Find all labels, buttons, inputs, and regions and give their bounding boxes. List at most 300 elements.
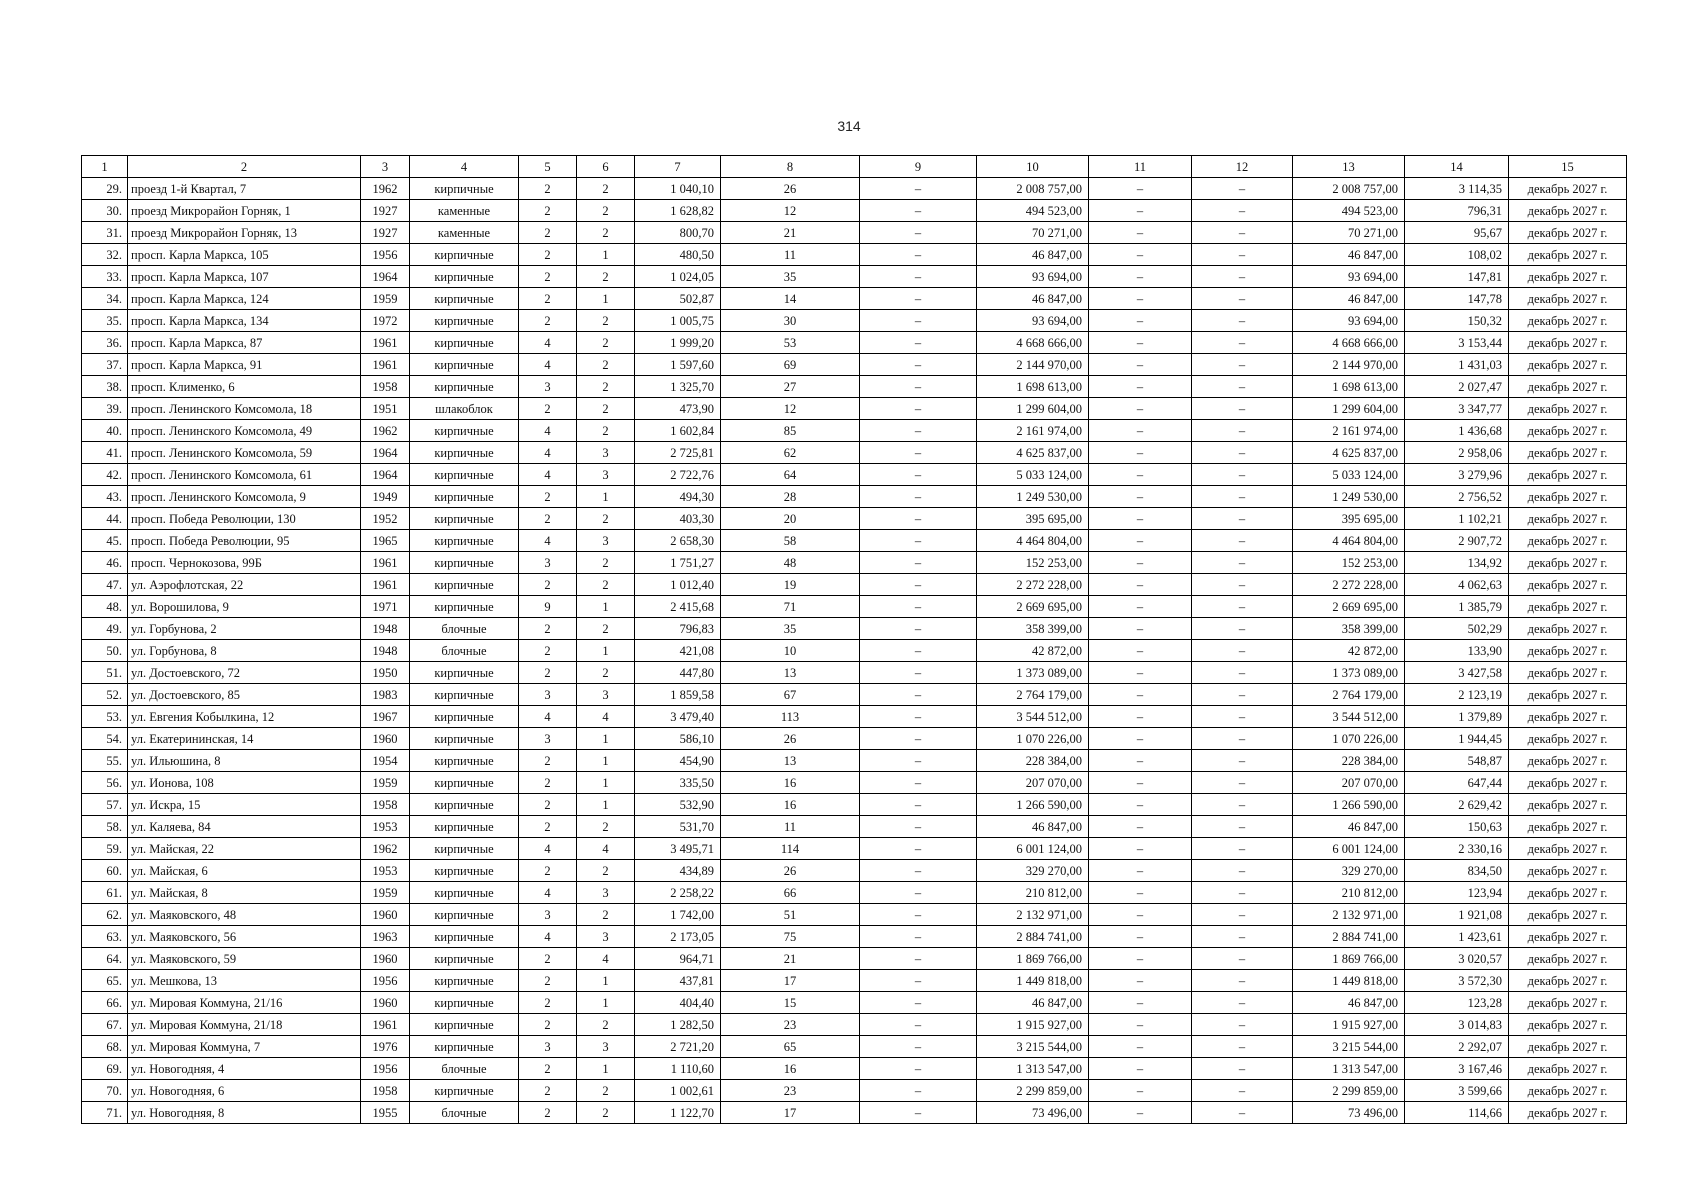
- residents-cell: 85: [721, 420, 860, 442]
- year-built-cell: 1972: [361, 310, 410, 332]
- col-12-value-cell: –: [1192, 706, 1293, 728]
- address-cell: проезд Микрорайон Горняк, 13: [128, 222, 361, 244]
- floors-cell: 3: [519, 728, 577, 750]
- col-9-value-cell: –: [860, 970, 977, 992]
- col-14-cost-per-m2-cell: 1 431,03: [1405, 354, 1509, 376]
- col-9-value-cell: –: [860, 706, 977, 728]
- total-area-cell: 532,90: [635, 794, 721, 816]
- column-header: 3: [361, 156, 410, 178]
- entrances-cell: 1: [577, 640, 635, 662]
- year-built-cell: 1948: [361, 640, 410, 662]
- total-area-cell: 494,30: [635, 486, 721, 508]
- address-cell: ул. Майская, 6: [128, 860, 361, 882]
- address-cell: просп. Карла Маркса, 124: [128, 288, 361, 310]
- floors-cell: 2: [519, 288, 577, 310]
- year-built-cell: 1950: [361, 662, 410, 684]
- col-14-cost-per-m2-cell: 1 385,79: [1405, 596, 1509, 618]
- total-area-cell: 1 999,20: [635, 332, 721, 354]
- row-number-cell: 64.: [82, 948, 128, 970]
- col-13-cost-cell: 46 847,00: [1293, 288, 1405, 310]
- entrances-cell: 1: [577, 970, 635, 992]
- col-13-cost-cell: 4 668 666,00: [1293, 332, 1405, 354]
- col-10-cost-cell: 46 847,00: [977, 288, 1089, 310]
- col-14-cost-per-m2-cell: 1 423,61: [1405, 926, 1509, 948]
- address-cell: просп. Победа Революции, 130: [128, 508, 361, 530]
- completion-date-cell: декабрь 2027 г.: [1509, 640, 1627, 662]
- year-built-cell: 1961: [361, 354, 410, 376]
- table-row: [82, 376, 1627, 398]
- col-14-cost-per-m2-cell: 3 167,46: [1405, 1058, 1509, 1080]
- row-number-cell: 29.: [82, 178, 128, 200]
- completion-date-cell: декабрь 2027 г.: [1509, 816, 1627, 838]
- col-13-cost-cell: 395 695,00: [1293, 508, 1405, 530]
- row-number-cell: 38.: [82, 376, 128, 398]
- col-11-value-cell: –: [1089, 266, 1192, 288]
- wall-material-cell: кирпичные: [410, 552, 519, 574]
- col-14-cost-per-m2-cell: 3 347,77: [1405, 398, 1509, 420]
- col-12-value-cell: –: [1192, 684, 1293, 706]
- entrances-cell: 3: [577, 442, 635, 464]
- address-cell: ул. Мировая Коммуна, 7: [128, 1036, 361, 1058]
- year-built-cell: 1964: [361, 266, 410, 288]
- col-10-cost-cell: 46 847,00: [977, 244, 1089, 266]
- col-11-value-cell: –: [1089, 948, 1192, 970]
- col-10-cost-cell: 2 272 228,00: [977, 574, 1089, 596]
- row-number-cell: 67.: [82, 1014, 128, 1036]
- total-area-cell: 1 122,70: [635, 1102, 721, 1124]
- row-number-cell: 43.: [82, 486, 128, 508]
- col-9-value-cell: –: [860, 728, 977, 750]
- col-12-value-cell: –: [1192, 1080, 1293, 1102]
- residents-cell: 75: [721, 926, 860, 948]
- address-cell: просп. Победа Революции, 95: [128, 530, 361, 552]
- year-built-cell: 1962: [361, 838, 410, 860]
- entrances-cell: 3: [577, 464, 635, 486]
- wall-material-cell: кирпичные: [410, 178, 519, 200]
- row-number-cell: 30.: [82, 200, 128, 222]
- completion-date-cell: декабрь 2027 г.: [1509, 618, 1627, 640]
- wall-material-cell: кирпичные: [410, 838, 519, 860]
- residents-cell: 20: [721, 508, 860, 530]
- col-9-value-cell: –: [860, 420, 977, 442]
- entrances-cell: 2: [577, 1102, 635, 1124]
- col-11-value-cell: –: [1089, 574, 1192, 596]
- row-number-cell: 57.: [82, 794, 128, 816]
- column-header: 10: [977, 156, 1089, 178]
- col-14-cost-per-m2-cell: 4 062,63: [1405, 574, 1509, 596]
- entrances-cell: 1: [577, 794, 635, 816]
- entrances-cell: 1: [577, 772, 635, 794]
- total-area-cell: 796,83: [635, 618, 721, 640]
- col-11-value-cell: –: [1089, 200, 1192, 222]
- entrances-cell: 2: [577, 508, 635, 530]
- address-cell: ул. Ильюшина, 8: [128, 750, 361, 772]
- address-cell: ул. Майская, 22: [128, 838, 361, 860]
- col-9-value-cell: –: [860, 222, 977, 244]
- residents-cell: 114: [721, 838, 860, 860]
- address-cell: ул. Мировая Коммуна, 21/18: [128, 1014, 361, 1036]
- col-10-cost-cell: 93 694,00: [977, 310, 1089, 332]
- floors-cell: 3: [519, 376, 577, 398]
- residents-cell: 66: [721, 882, 860, 904]
- col-12-value-cell: –: [1192, 640, 1293, 662]
- residents-cell: 23: [721, 1080, 860, 1102]
- table-row: [82, 288, 1627, 310]
- entrances-cell: 2: [577, 200, 635, 222]
- row-number-cell: 33.: [82, 266, 128, 288]
- col-13-cost-cell: 2 008 757,00: [1293, 178, 1405, 200]
- wall-material-cell: кирпичные: [410, 816, 519, 838]
- address-cell: ул. Ворошилова, 9: [128, 596, 361, 618]
- total-area-cell: 1 005,75: [635, 310, 721, 332]
- col-12-value-cell: –: [1192, 948, 1293, 970]
- completion-date-cell: декабрь 2027 г.: [1509, 332, 1627, 354]
- col-12-value-cell: –: [1192, 200, 1293, 222]
- year-built-cell: 1964: [361, 442, 410, 464]
- total-area-cell: 1 751,27: [635, 552, 721, 574]
- completion-date-cell: декабрь 2027 г.: [1509, 310, 1627, 332]
- col-10-cost-cell: 5 033 124,00: [977, 464, 1089, 486]
- table-row: [82, 860, 1627, 882]
- col-11-value-cell: –: [1089, 706, 1192, 728]
- col-14-cost-per-m2-cell: 1 379,89: [1405, 706, 1509, 728]
- residents-cell: 15: [721, 992, 860, 1014]
- wall-material-cell: кирпичные: [410, 750, 519, 772]
- col-11-value-cell: –: [1089, 486, 1192, 508]
- col-13-cost-cell: 329 270,00: [1293, 860, 1405, 882]
- col-11-value-cell: –: [1089, 376, 1192, 398]
- entrances-cell: 2: [577, 310, 635, 332]
- wall-material-cell: кирпичные: [410, 508, 519, 530]
- col-14-cost-per-m2-cell: 150,32: [1405, 310, 1509, 332]
- entrances-cell: 2: [577, 662, 635, 684]
- total-area-cell: 1 859,58: [635, 684, 721, 706]
- col-14-cost-per-m2-cell: 3 114,35: [1405, 178, 1509, 200]
- col-13-cost-cell: 93 694,00: [1293, 310, 1405, 332]
- floors-cell: 9: [519, 596, 577, 618]
- table-row: [82, 1014, 1627, 1036]
- col-14-cost-per-m2-cell: 2 629,42: [1405, 794, 1509, 816]
- row-number-cell: 55.: [82, 750, 128, 772]
- entrances-cell: 2: [577, 420, 635, 442]
- completion-date-cell: декабрь 2027 г.: [1509, 750, 1627, 772]
- floors-cell: 2: [519, 178, 577, 200]
- floors-cell: 4: [519, 530, 577, 552]
- wall-material-cell: кирпичные: [410, 1014, 519, 1036]
- year-built-cell: 1962: [361, 178, 410, 200]
- col-14-cost-per-m2-cell: 2 027,47: [1405, 376, 1509, 398]
- col-14-cost-per-m2-cell: 1 944,45: [1405, 728, 1509, 750]
- entrances-cell: 1: [577, 750, 635, 772]
- row-number-cell: 50.: [82, 640, 128, 662]
- wall-material-cell: кирпичные: [410, 684, 519, 706]
- row-number-cell: 37.: [82, 354, 128, 376]
- col-9-value-cell: –: [860, 684, 977, 706]
- year-built-cell: 1927: [361, 200, 410, 222]
- col-10-cost-cell: 42 872,00: [977, 640, 1089, 662]
- address-cell: просп. Карла Маркса, 105: [128, 244, 361, 266]
- col-10-cost-cell: 3 544 512,00: [977, 706, 1089, 728]
- residents-cell: 11: [721, 816, 860, 838]
- row-number-cell: 60.: [82, 860, 128, 882]
- year-built-cell: 1958: [361, 376, 410, 398]
- completion-date-cell: декабрь 2027 г.: [1509, 772, 1627, 794]
- col-11-value-cell: –: [1089, 420, 1192, 442]
- entrances-cell: 2: [577, 1014, 635, 1036]
- row-number-cell: 56.: [82, 772, 128, 794]
- col-9-value-cell: –: [860, 1036, 977, 1058]
- year-built-cell: 1958: [361, 794, 410, 816]
- col-11-value-cell: –: [1089, 926, 1192, 948]
- wall-material-cell: кирпичные: [410, 860, 519, 882]
- residents-cell: 16: [721, 772, 860, 794]
- year-built-cell: 1963: [361, 926, 410, 948]
- table-row: [82, 640, 1627, 662]
- row-number-cell: 45.: [82, 530, 128, 552]
- col-12-value-cell: –: [1192, 574, 1293, 596]
- completion-date-cell: декабрь 2027 г.: [1509, 926, 1627, 948]
- col-13-cost-cell: 494 523,00: [1293, 200, 1405, 222]
- col-13-cost-cell: 1 249 530,00: [1293, 486, 1405, 508]
- total-area-cell: 2 415,68: [635, 596, 721, 618]
- residents-cell: 58: [721, 530, 860, 552]
- column-header: 2: [128, 156, 361, 178]
- floors-cell: 2: [519, 222, 577, 244]
- col-12-value-cell: –: [1192, 178, 1293, 200]
- col-9-value-cell: –: [860, 904, 977, 926]
- wall-material-cell: кирпичные: [410, 728, 519, 750]
- year-built-cell: 1954: [361, 750, 410, 772]
- col-9-value-cell: –: [860, 310, 977, 332]
- completion-date-cell: декабрь 2027 г.: [1509, 376, 1627, 398]
- col-11-value-cell: –: [1089, 618, 1192, 640]
- wall-material-cell: кирпичные: [410, 992, 519, 1014]
- col-12-value-cell: –: [1192, 662, 1293, 684]
- col-10-cost-cell: 395 695,00: [977, 508, 1089, 530]
- col-12-value-cell: –: [1192, 508, 1293, 530]
- col-9-value-cell: –: [860, 442, 977, 464]
- residents-cell: 11: [721, 244, 860, 266]
- residents-cell: 51: [721, 904, 860, 926]
- row-number-cell: 66.: [82, 992, 128, 1014]
- completion-date-cell: декабрь 2027 г.: [1509, 596, 1627, 618]
- residents-cell: 62: [721, 442, 860, 464]
- floors-cell: 4: [519, 882, 577, 904]
- year-built-cell: 1962: [361, 420, 410, 442]
- col-12-value-cell: –: [1192, 266, 1293, 288]
- year-built-cell: 1960: [361, 904, 410, 926]
- total-area-cell: 1 024,05: [635, 266, 721, 288]
- col-9-value-cell: –: [860, 200, 977, 222]
- col-12-value-cell: –: [1192, 772, 1293, 794]
- col-12-value-cell: –: [1192, 398, 1293, 420]
- col-10-cost-cell: 207 070,00: [977, 772, 1089, 794]
- table-row: [82, 222, 1627, 244]
- col-12-value-cell: –: [1192, 354, 1293, 376]
- wall-material-cell: кирпичные: [410, 486, 519, 508]
- page-number: 314: [837, 118, 861, 134]
- wall-material-cell: кирпичные: [410, 596, 519, 618]
- year-built-cell: 1961: [361, 552, 410, 574]
- column-header: 8: [721, 156, 860, 178]
- address-cell: просп. Карла Маркса, 87: [128, 332, 361, 354]
- col-10-cost-cell: 228 384,00: [977, 750, 1089, 772]
- row-number-cell: 46.: [82, 552, 128, 574]
- col-13-cost-cell: 1 373 089,00: [1293, 662, 1405, 684]
- entrances-cell: 1: [577, 728, 635, 750]
- col-11-value-cell: –: [1089, 640, 1192, 662]
- col-13-cost-cell: 3 544 512,00: [1293, 706, 1405, 728]
- register-body: [82, 178, 1627, 1124]
- total-area-cell: 1 602,84: [635, 420, 721, 442]
- total-area-cell: 454,90: [635, 750, 721, 772]
- total-area-cell: 1 040,10: [635, 178, 721, 200]
- address-cell: ул. Новогодняя, 6: [128, 1080, 361, 1102]
- col-9-value-cell: –: [860, 882, 977, 904]
- total-area-cell: 586,10: [635, 728, 721, 750]
- table-row: [82, 618, 1627, 640]
- year-built-cell: 1952: [361, 508, 410, 530]
- col-9-value-cell: –: [860, 1080, 977, 1102]
- entrances-cell: 1: [577, 288, 635, 310]
- col-11-value-cell: –: [1089, 288, 1192, 310]
- wall-material-cell: кирпичные: [410, 574, 519, 596]
- total-area-cell: 964,71: [635, 948, 721, 970]
- col-10-cost-cell: 2 161 974,00: [977, 420, 1089, 442]
- col-11-value-cell: –: [1089, 310, 1192, 332]
- year-built-cell: 1956: [361, 1058, 410, 1080]
- row-number-cell: 47.: [82, 574, 128, 596]
- col-9-value-cell: –: [860, 244, 977, 266]
- year-built-cell: 1953: [361, 860, 410, 882]
- col-9-value-cell: –: [860, 508, 977, 530]
- wall-material-cell: каменные: [410, 222, 519, 244]
- col-11-value-cell: –: [1089, 1102, 1192, 1124]
- residents-cell: 28: [721, 486, 860, 508]
- table-row: [82, 464, 1627, 486]
- floors-cell: 4: [519, 464, 577, 486]
- residents-cell: 64: [721, 464, 860, 486]
- floors-cell: 2: [519, 794, 577, 816]
- col-13-cost-cell: 2 161 974,00: [1293, 420, 1405, 442]
- wall-material-cell: блочные: [410, 1058, 519, 1080]
- col-11-value-cell: –: [1089, 244, 1192, 266]
- col-10-cost-cell: 2 144 970,00: [977, 354, 1089, 376]
- address-cell: просп. Чернокозова, 99Б: [128, 552, 361, 574]
- total-area-cell: 2 173,05: [635, 926, 721, 948]
- table-row: [82, 992, 1627, 1014]
- col-9-value-cell: –: [860, 464, 977, 486]
- column-header: 11: [1089, 156, 1192, 178]
- year-built-cell: 1960: [361, 728, 410, 750]
- table-row: [82, 486, 1627, 508]
- col-14-cost-per-m2-cell: 3 020,57: [1405, 948, 1509, 970]
- floors-cell: 2: [519, 1058, 577, 1080]
- residents-cell: 19: [721, 574, 860, 596]
- entrances-cell: 3: [577, 684, 635, 706]
- floors-cell: 2: [519, 662, 577, 684]
- row-number-cell: 70.: [82, 1080, 128, 1102]
- wall-material-cell: кирпичные: [410, 926, 519, 948]
- residents-cell: 67: [721, 684, 860, 706]
- col-13-cost-cell: 210 812,00: [1293, 882, 1405, 904]
- entrances-cell: 2: [577, 618, 635, 640]
- residents-cell: 13: [721, 750, 860, 772]
- address-cell: ул. Екатерининская, 14: [128, 728, 361, 750]
- table-row: [82, 354, 1627, 376]
- completion-date-cell: декабрь 2027 г.: [1509, 200, 1627, 222]
- col-10-cost-cell: 70 271,00: [977, 222, 1089, 244]
- completion-date-cell: декабрь 2027 г.: [1509, 266, 1627, 288]
- col-14-cost-per-m2-cell: 147,81: [1405, 266, 1509, 288]
- col-14-cost-per-m2-cell: 133,90: [1405, 640, 1509, 662]
- address-cell: ул. Мешкова, 13: [128, 970, 361, 992]
- col-9-value-cell: –: [860, 750, 977, 772]
- col-11-value-cell: –: [1089, 992, 1192, 1014]
- col-12-value-cell: –: [1192, 860, 1293, 882]
- floors-cell: 2: [519, 398, 577, 420]
- floors-cell: 2: [519, 486, 577, 508]
- year-built-cell: 1965: [361, 530, 410, 552]
- col-9-value-cell: –: [860, 574, 977, 596]
- col-14-cost-per-m2-cell: 2 907,72: [1405, 530, 1509, 552]
- table-row: [82, 1058, 1627, 1080]
- total-area-cell: 434,89: [635, 860, 721, 882]
- year-built-cell: 1956: [361, 244, 410, 266]
- table-row: [82, 728, 1627, 750]
- col-14-cost-per-m2-cell: 3 279,96: [1405, 464, 1509, 486]
- total-area-cell: 1 325,70: [635, 376, 721, 398]
- col-12-value-cell: –: [1192, 420, 1293, 442]
- wall-material-cell: кирпичные: [410, 464, 519, 486]
- year-built-cell: 1960: [361, 948, 410, 970]
- address-cell: просп. Карла Маркса, 107: [128, 266, 361, 288]
- col-10-cost-cell: 1 266 590,00: [977, 794, 1089, 816]
- residents-cell: 10: [721, 640, 860, 662]
- address-cell: проезд 1-й Квартал, 7: [128, 178, 361, 200]
- table-row: [82, 750, 1627, 772]
- table-row: [82, 244, 1627, 266]
- col-12-value-cell: –: [1192, 464, 1293, 486]
- wall-material-cell: кирпичные: [410, 420, 519, 442]
- wall-material-cell: блочные: [410, 1102, 519, 1124]
- floors-cell: 2: [519, 574, 577, 596]
- col-10-cost-cell: 4 625 837,00: [977, 442, 1089, 464]
- row-number-cell: 41.: [82, 442, 128, 464]
- col-13-cost-cell: 1 698 613,00: [1293, 376, 1405, 398]
- col-11-value-cell: –: [1089, 794, 1192, 816]
- total-area-cell: 1 597,60: [635, 354, 721, 376]
- residents-cell: 35: [721, 618, 860, 640]
- table-row: [82, 1036, 1627, 1058]
- table-row: [82, 266, 1627, 288]
- residents-cell: 35: [721, 266, 860, 288]
- col-9-value-cell: –: [860, 816, 977, 838]
- completion-date-cell: декабрь 2027 г.: [1509, 486, 1627, 508]
- col-11-value-cell: –: [1089, 860, 1192, 882]
- table-row: [82, 530, 1627, 552]
- entrances-cell: 2: [577, 178, 635, 200]
- address-cell: ул. Достоевского, 85: [128, 684, 361, 706]
- entrances-cell: 3: [577, 926, 635, 948]
- col-11-value-cell: –: [1089, 772, 1192, 794]
- floors-cell: 2: [519, 860, 577, 882]
- col-11-value-cell: –: [1089, 530, 1192, 552]
- col-11-value-cell: –: [1089, 838, 1192, 860]
- col-12-value-cell: –: [1192, 904, 1293, 926]
- completion-date-cell: декабрь 2027 г.: [1509, 552, 1627, 574]
- col-12-value-cell: –: [1192, 1036, 1293, 1058]
